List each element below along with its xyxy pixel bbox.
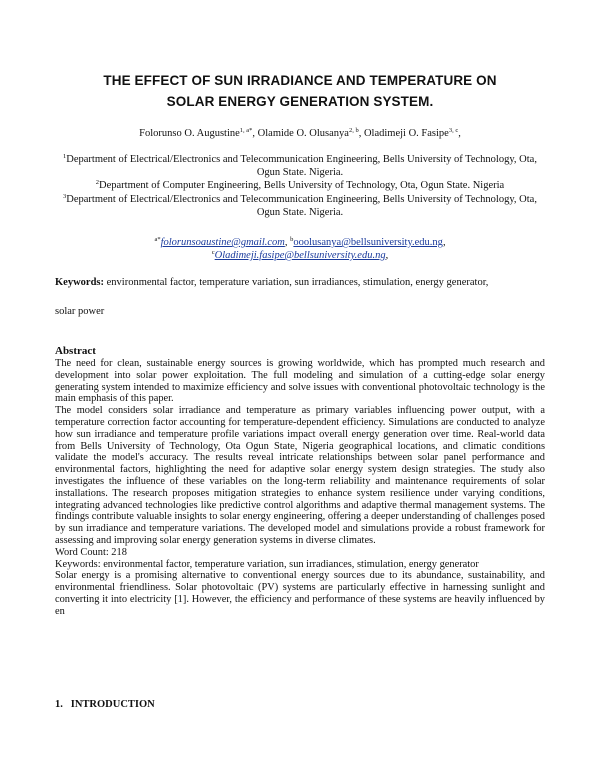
- affiliation-1: [62, 153, 538, 179]
- email-line-2: $^c$Oladimeji.fasipe@bellsuniversity.edu.ng,: [211, 249, 389, 261]
- affiliation-3-text: Department of Electrical/Electronics and Telecommunication Engineering, Bells University of Technology, Ota, Ogun State. Nigeria.: [66, 193, 537, 218]
- paper-title: [40, 70, 560, 112]
- abstract-paragraph-3: Solar energy is a promising alternative to conventional energy sources due to its abundance, sustainability, and environmental friendliness. Solar photovoltaic (PV) systems are particularly effective in harnessing sunlight and converting it into electricity [1]. However, the efficiency and performance of these systems are heavily influenced by en: [55, 570, 545, 617]
- keywords-block: [55, 276, 555, 290]
- abstract-paragraph-2: The model considers solar irradiance and temperature as primary variables influencing power output, with a temperature correction factor accounting for temperature-dependent efficiency. Simulations are conducted to analyze how sun irradiance and temperature profile variations impact overall energy generation over time. Real-world data from Bells University of Technology, Ota Ogun State, Nigeria geographical locations, and climatic conditions validate the model's accuracy. The results reveal intricate relationships between solar panel performance and environmental factors, highlighting the need for adaptive solar energy system design strategies. The study also investigates the influence of these variables on the long-term reliability and maintenance requirements of solar installations. The research proposes mitigation strategies to enhance system resilience under varying conditions, integrating advanced technologies like predictive control algorithms and adaptive thermal management systems. The findings contribute valuable insights to solar energy engineering, offering a deeper understanding of challenges posed by sun irradiance and temperature variations. The developed model and simulations provide a robust framework for assessing and improving solar energy generation systems in diverse climates.: [55, 405, 545, 546]
- affiliation-2-num: 2: [95, 179, 100, 187]
- email-link-1[interactable]: folorunsoaustine@gmail.com: [160, 237, 285, 248]
- affiliation-list: [62, 153, 538, 219]
- author-3-sup: 3, c: [448, 127, 459, 134]
- keywords-continuation: solar power: [55, 306, 105, 317]
- abstract-paragraph-1: The need for clean, sustainable energy sources is growing worldwide, which has prompted much research and development into solar power exploitation. The full modeling and simulation of a cutting-edge solar energy generating system intended to maximize efficiency and solve issues with conventional photovoltaic technology is the main emphasis of this paper.: [55, 358, 545, 405]
- abstract-keywords-line: Keywords: environmental factor, temperature variation, sun irradiances, stimulation, energy generator: [55, 558, 479, 570]
- section-heading-introduction: 1. INTRODUCTION: [55, 699, 155, 710]
- affiliation-1-num: 1: [63, 153, 67, 160]
- affiliation-1-text: Department of Electrical/Electronics and Telecommunication Engineering, Bells University of Technology, Ota, Ogun State. Nigeria.: [66, 154, 537, 179]
- author-2: Olamide O. Olusanya: [257, 128, 349, 139]
- affiliation-3: [62, 193, 538, 219]
- author-list: Folorunso O. Augustine$^{1, a*}$, Olamide O. Olusanya$^{2, b}$, Oladimeji O. Fasipe$^{3, c}$,: [139, 127, 461, 139]
- author-3: Oladimeji O. Fasipe: [363, 128, 449, 139]
- email-link-2[interactable]: ooolusanya@bellsuniversity.edu.ng: [293, 237, 443, 248]
- email-link-3[interactable]: Oladimeji.fasipe@bellsuniversity.edu.ng: [214, 250, 386, 261]
- email-line-1: $^{a*}$folorunsoaustine@gmail.com, $^b$ooolusanya@bellsuniversity.edu.ng,: [154, 236, 446, 248]
- email-1-sup: a*: [154, 236, 161, 243]
- email-2-sup: b: [290, 236, 294, 243]
- affiliation-2: [62, 179, 538, 192]
- keywords-label: Keywords:: [55, 277, 104, 288]
- author-2-sup: 2, b: [348, 127, 359, 134]
- email-3-sup: c: [211, 249, 215, 256]
- affiliation-2-text: Department of Computer Engineering, Bells University of Technology, Ota, Ogun State. Nigeria: [99, 180, 505, 192]
- author-1-sup: 1, a*: [239, 127, 253, 134]
- email-list: [90, 236, 510, 262]
- author-1: Folorunso O. Augustine: [139, 128, 240, 139]
- abstract-body: [55, 358, 545, 618]
- title-line-2: SOLAR ENERGY GENERATION SYSTEM.: [166, 94, 434, 109]
- keywords-text: environmental factor, temperature variation, sun irradiances, stimulation, energy generator,: [106, 277, 489, 288]
- affiliation-3-num: 3: [63, 192, 67, 200]
- abstract-heading: Abstract: [55, 345, 96, 357]
- word-count: Word Count: 218: [55, 546, 127, 558]
- title-line-1: THE EFFECT OF SUN IRRADIANCE AND TEMPERATURE ON: [103, 73, 497, 88]
